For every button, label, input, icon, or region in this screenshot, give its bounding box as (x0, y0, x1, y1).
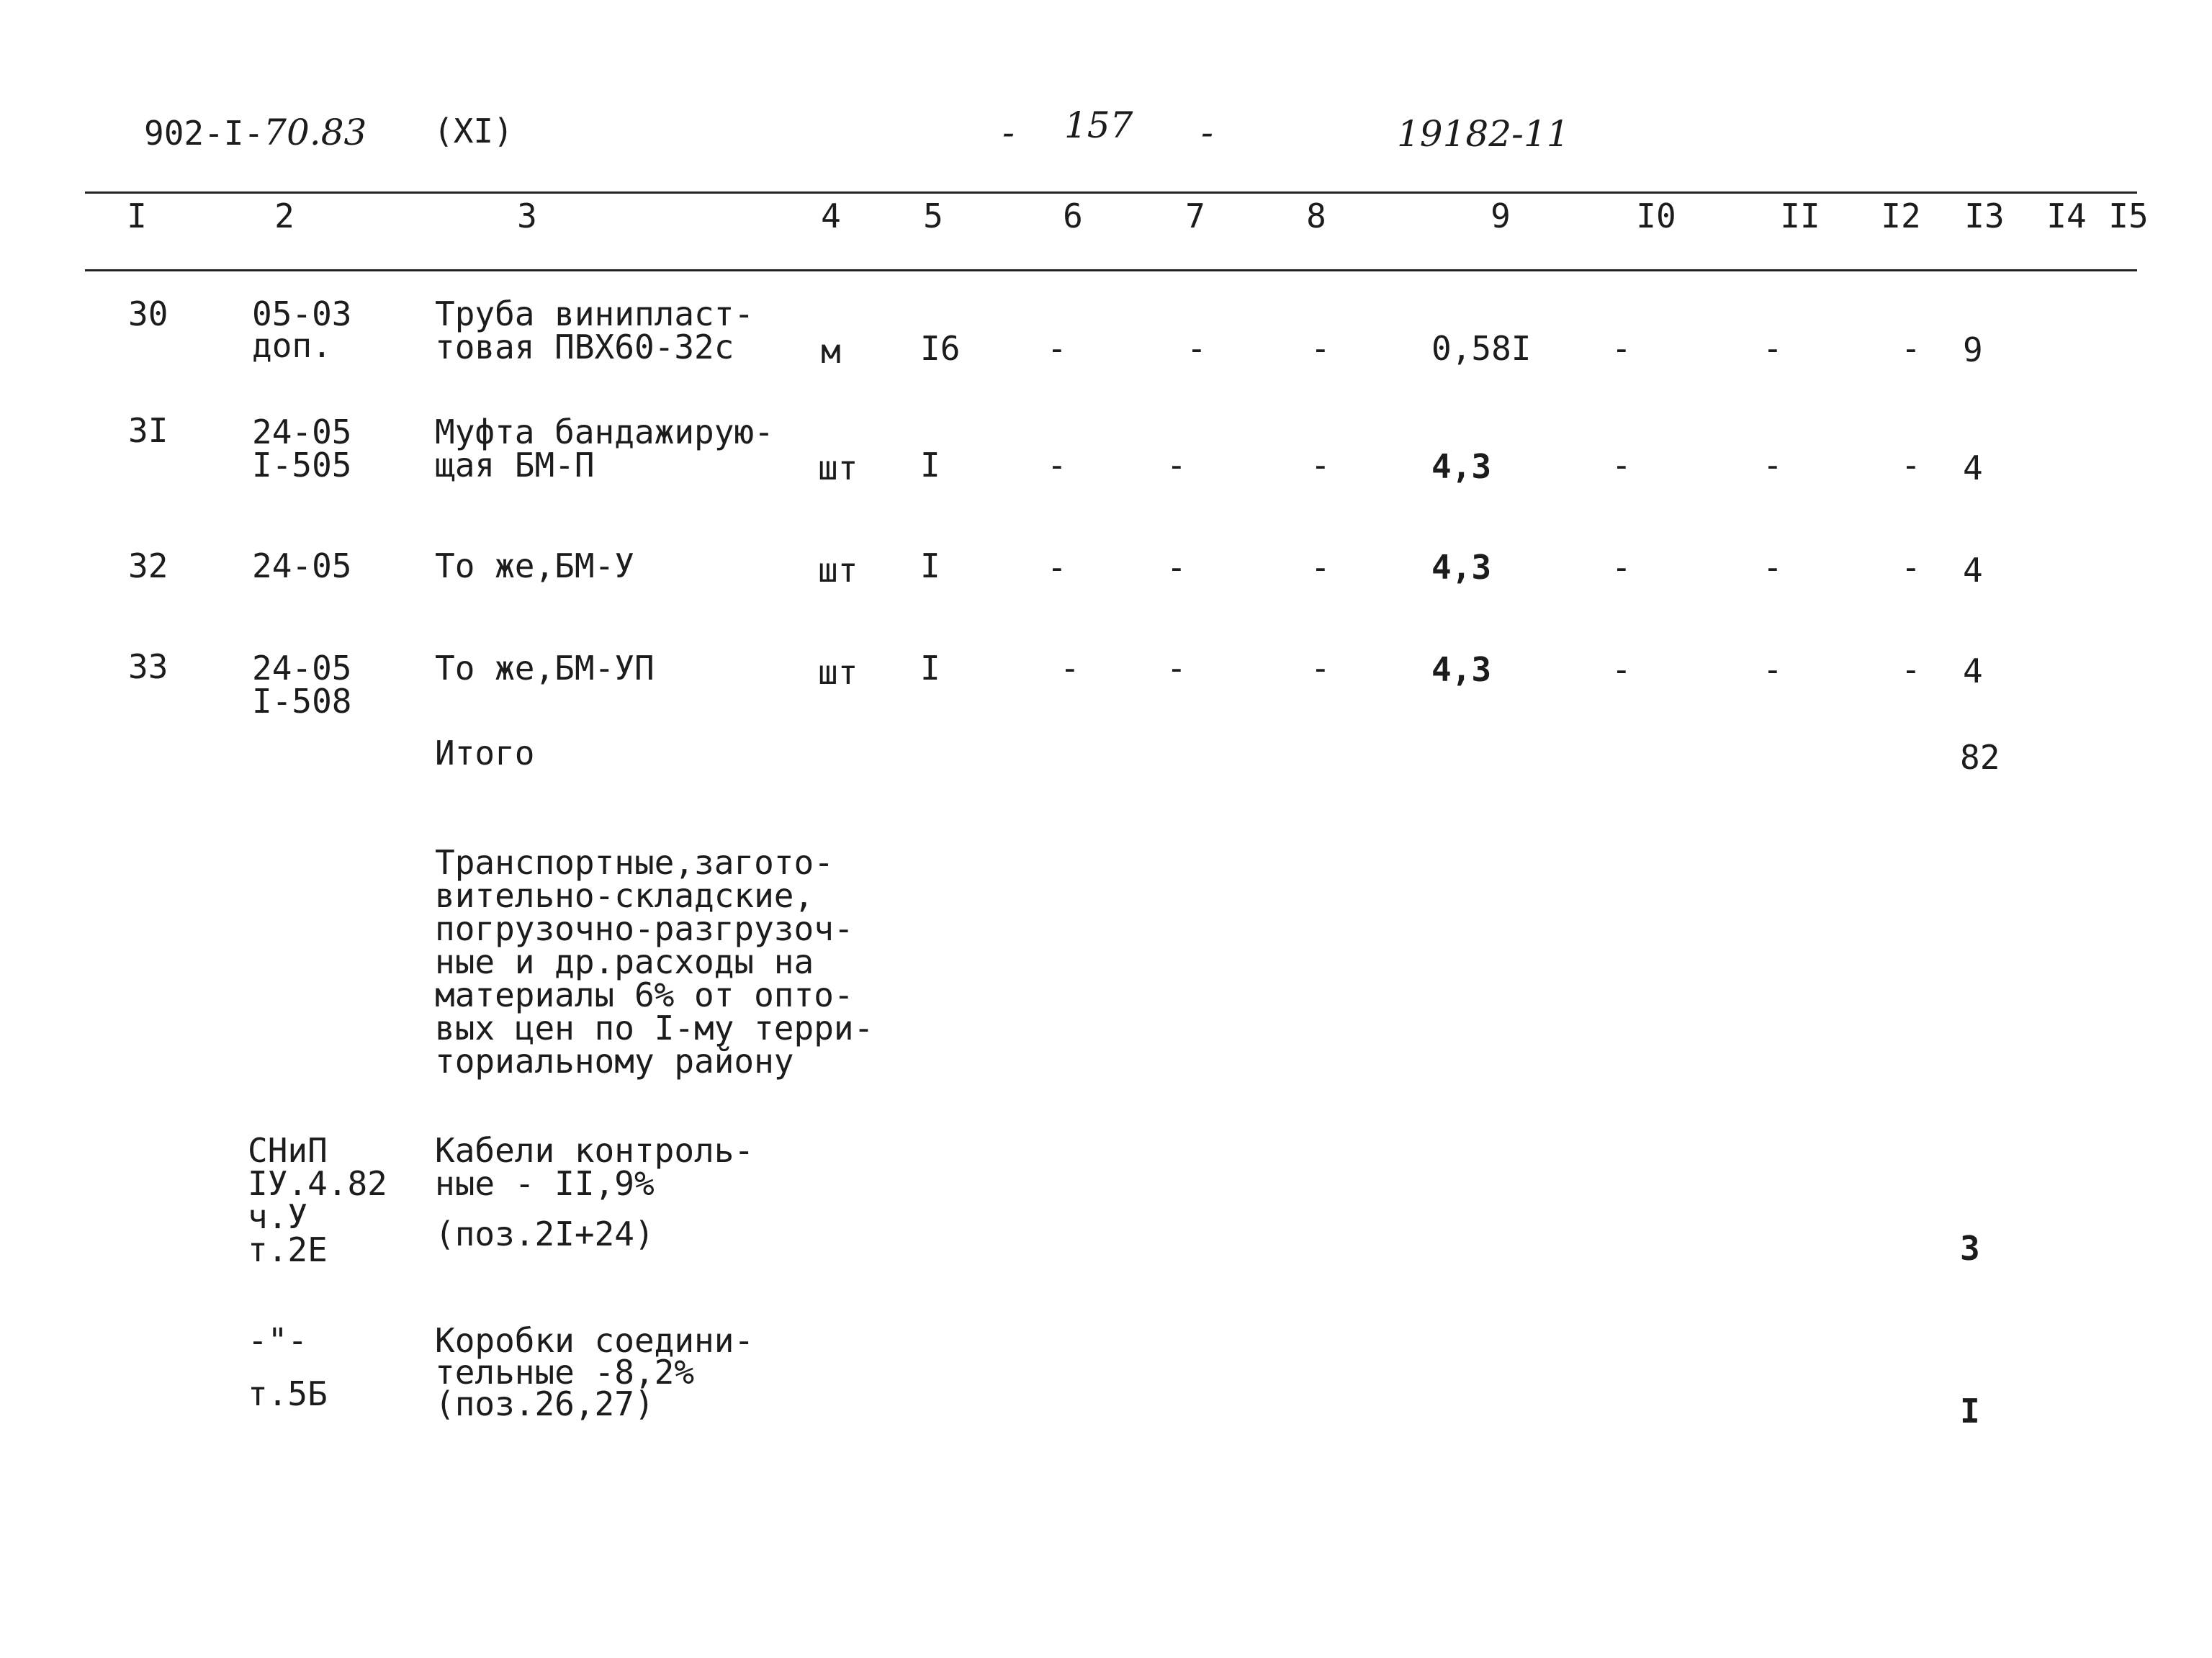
row-name-line: Труба винипласт- (435, 294, 755, 333)
column-header: I5 (2108, 197, 2149, 235)
row-code-line: 05-03 (252, 294, 352, 333)
row-col7: - (1166, 446, 1187, 485)
table-header-rule (85, 269, 2137, 271)
row-col8: - (1310, 649, 1331, 688)
column-header: 8 (1306, 197, 1326, 235)
row-name-line: То же,БМ-У (435, 546, 634, 585)
row-code-line: доп. (252, 326, 332, 365)
row-col11: - (1763, 650, 1783, 689)
row-unit: м (821, 332, 841, 371)
row-col12: - (1901, 446, 1921, 485)
note-text-line: тельные -8,2% (435, 1353, 695, 1392)
row-col9: 4,3 (1431, 447, 1492, 486)
note-text-line: вительно-складские, (435, 876, 814, 915)
row-code-line: 24-05 (252, 649, 352, 688)
column-header: II (1780, 197, 1820, 235)
row-col6: - (1060, 649, 1080, 688)
note-text-line: ные - II,9% (435, 1164, 655, 1203)
row-col10: - (1611, 446, 1632, 485)
column-header: I3 (1964, 197, 2005, 235)
column-header: I (127, 197, 147, 235)
row-col11: - (1763, 548, 1783, 587)
column-header: I2 (1881, 197, 1921, 235)
note-text-line: погрузочно-разгрузоч- (435, 909, 854, 948)
row-col12: - (1901, 548, 1921, 587)
row-col13: 4 (1963, 652, 1983, 690)
volume-label: (XI) (433, 112, 513, 150)
row-col11: - (1763, 329, 1783, 368)
column-header: I0 (1636, 197, 1676, 235)
row-unit: шт (818, 449, 858, 487)
row-col7: - (1166, 548, 1187, 587)
row-col8: - (1310, 329, 1331, 368)
row-name-line: щая БМ-П (435, 446, 595, 485)
note-code-line: ч.У (248, 1197, 308, 1236)
row-col9: 4,3 (1431, 548, 1492, 587)
row-code-line: I-505 (252, 446, 352, 485)
column-header: 5 (923, 197, 943, 235)
row-position: 32 (128, 546, 168, 585)
note-text-line: ные и др.расходы на (435, 942, 814, 981)
row-code-line: 24-05 (252, 546, 352, 585)
note-code-line: т.2Е (248, 1230, 328, 1269)
note-text-line: материалы 6% от опто- (435, 976, 854, 1014)
note-text-line: вых цен по I-му терри- (435, 1009, 874, 1047)
note-code-line: СНиП (248, 1131, 328, 1170)
note-code-line: IУ.4.82 (248, 1164, 387, 1203)
archive-number: 19182-11 (1397, 113, 1570, 155)
row-col13: 4 (1963, 551, 1983, 590)
row-col13: 4 (1963, 449, 1983, 487)
column-header: 6 (1063, 197, 1083, 235)
row-col7: - (1187, 329, 1207, 368)
row-col9: 0,58I (1431, 329, 1532, 368)
row-col6: - (1047, 446, 1067, 485)
row-unit: шт (818, 551, 858, 590)
row-col10: - (1611, 548, 1632, 587)
row-quantity: I (920, 546, 940, 585)
row-col6: - (1047, 548, 1067, 587)
note-text-line: ториальному району (435, 1042, 794, 1081)
row-name-line: Муфта бандажирую- (435, 413, 774, 451)
row-quantity: I (920, 446, 940, 485)
row-col9: 4,3 (1431, 650, 1492, 689)
note-code-line: т.5Б (248, 1374, 328, 1413)
row-code-line: 24-05 (252, 413, 352, 451)
row-col6: - (1047, 329, 1067, 368)
note-text-line: Коробки соедини- (435, 1321, 755, 1360)
column-header: 9 (1491, 197, 1511, 235)
note-text-line: Транспортные,загото- (435, 843, 834, 882)
row-col8: - (1310, 548, 1331, 587)
column-header: 3 (517, 197, 537, 235)
row-col10: - (1611, 329, 1632, 368)
row-col12: - (1901, 650, 1921, 689)
column-header: I4 (2046, 197, 2087, 235)
row-col10: - (1611, 650, 1632, 689)
page-dash-right: - (1201, 112, 1213, 153)
row-position: 33 (128, 647, 168, 686)
row-col11: - (1763, 446, 1783, 485)
column-header: 4 (821, 197, 841, 235)
table-top-rule (85, 192, 2137, 194)
row-col8: - (1310, 446, 1331, 485)
row-col13: 9 (1963, 330, 1983, 369)
document-code-handwritten: 70.83 (264, 112, 367, 153)
row-position: 30 (128, 294, 168, 333)
column-header: 7 (1185, 197, 1205, 235)
note-text-line: Кабели контроль- (435, 1131, 755, 1170)
note-position-ref: (поз.2I+24) (435, 1215, 655, 1253)
total-label: Итого (435, 734, 535, 772)
row-quantity: I6 (920, 329, 961, 368)
note-code-line: -"- (248, 1321, 308, 1360)
row-col12: - (1901, 329, 1921, 368)
document-code-prefix: 902-I- (144, 114, 264, 153)
column-header: 2 (274, 197, 295, 235)
row-unit: шт (818, 653, 858, 692)
row-code-line: I-508 (252, 682, 352, 721)
page-number: 157 (1064, 104, 1133, 146)
page-dash-left: - (1002, 112, 1015, 153)
row-name-line: товая ПВХ60-32с (435, 328, 734, 366)
document-code (144, 112, 367, 153)
row-position: 3I (128, 411, 168, 450)
note-text-line: (поз.26,27) (435, 1384, 655, 1423)
total-value: 82 (1960, 738, 2000, 777)
row-quantity: I (920, 649, 940, 688)
row-col7: - (1166, 649, 1187, 688)
row-name-line: То же,БМ-УП (435, 649, 655, 688)
note-value: 3 (1960, 1229, 1980, 1268)
note-value: I (1960, 1392, 1980, 1431)
